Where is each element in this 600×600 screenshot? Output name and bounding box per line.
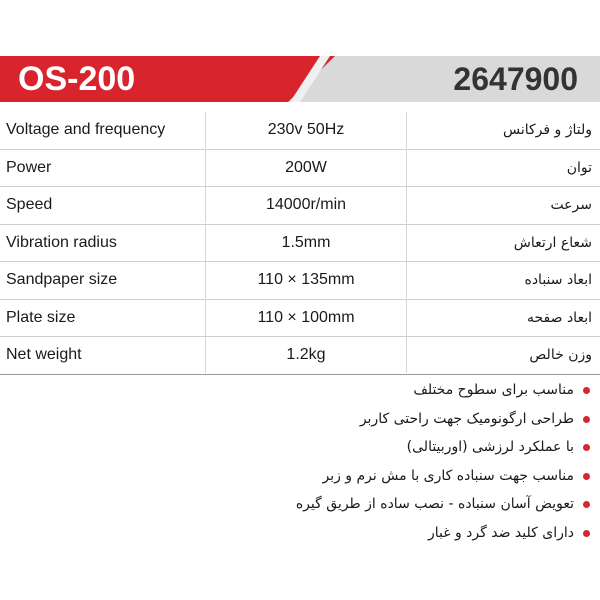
feature-list [30, 376, 590, 547]
feature-text: تعویض آسان سنباده - نصب ساده از طریق گیره [295, 496, 574, 512]
feature-text: با عملکرد لرزشی (اوربیتالی) [406, 439, 574, 455]
spec-row [0, 225, 600, 263]
spec-label-en: Speed [6, 196, 53, 213]
spec-label-en: Net weight [6, 346, 82, 363]
spec-value: 110 × 100mm [205, 300, 407, 336]
header-bar [0, 56, 600, 102]
spec-label-fa: ولتاژ و فرکانس [502, 122, 592, 138]
spec-table [0, 112, 600, 375]
spec-value: 230v 50Hz [205, 112, 407, 148]
spec-label-en: Vibration radius [6, 233, 117, 251]
spec-value: 14000r/min [205, 187, 407, 223]
spec-label-fa: شعاع ارتعاش [513, 234, 592, 251]
spec-label-en: Power [6, 158, 52, 176]
spec-value: 1.2kg [205, 337, 407, 373]
feature-item [30, 433, 590, 462]
product-code: 2647900 [453, 61, 578, 97]
spec-row [0, 300, 600, 338]
bullet-dot-icon [583, 473, 590, 480]
spec-row [0, 150, 600, 188]
bullet-dot-icon [583, 501, 590, 508]
bullet-dot-icon [583, 530, 590, 537]
spec-row [0, 337, 600, 375]
spec-row [0, 187, 600, 225]
feature-text: مناسب برای سطوح مختلف [413, 382, 574, 398]
model-name: OS-200 [18, 60, 136, 98]
spec-label-en: Plate size [6, 308, 76, 326]
feature-text: مناسب جهت سنباده کاری با مش نرم و زبر [322, 467, 574, 484]
spec-label-fa: وزن خالص [529, 347, 592, 363]
spec-value: 200W [205, 150, 407, 186]
spec-label-en: Sandpaper size [6, 271, 118, 288]
spec-value: 110 × 135mm [205, 262, 407, 298]
spec-label-fa: ابعاد صفحه [526, 309, 592, 326]
feature-item [30, 519, 590, 548]
feature-text: دارای کلید ضد گرد و غبار [427, 524, 574, 541]
feature-item [30, 462, 590, 491]
bullet-dot-icon [583, 387, 590, 394]
feature-item [30, 405, 590, 434]
feature-text: طراحی ارگونومیک جهت راحتی کاربر [359, 410, 574, 427]
bullet-dot-icon [583, 416, 590, 423]
feature-item [30, 376, 590, 405]
spec-label-en: Voltage and frequency [6, 121, 166, 138]
feature-item [30, 490, 590, 519]
spec-row [0, 112, 600, 150]
spec-value: 1.5mm [205, 225, 407, 261]
spec-row [0, 262, 600, 300]
spec-label-fa: توان [566, 159, 592, 176]
spec-label-fa: ابعاد سنباده [524, 272, 592, 288]
bullet-dot-icon [583, 444, 590, 451]
spec-label-fa: سرعت [550, 197, 592, 213]
